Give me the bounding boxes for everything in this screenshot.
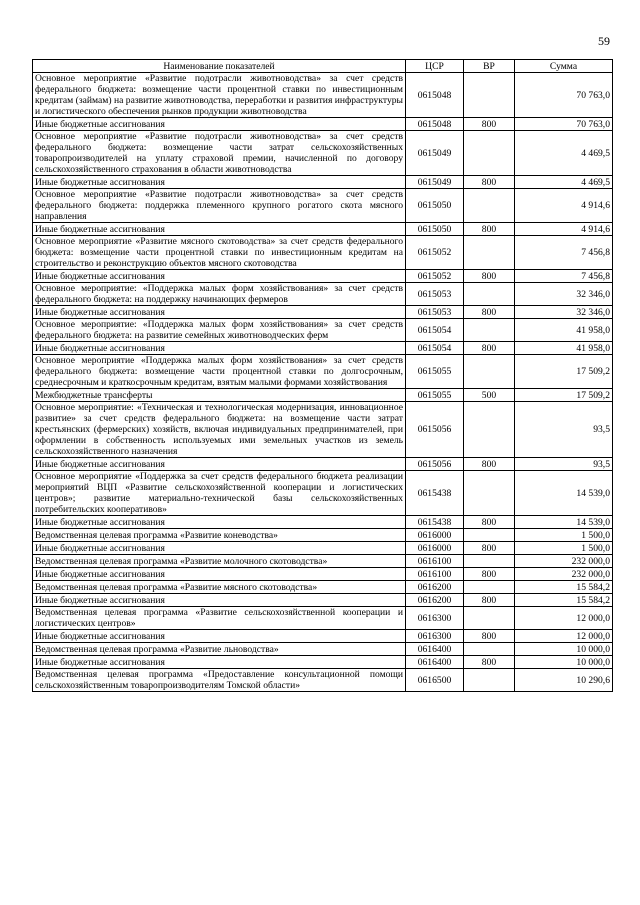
row-vr — [464, 471, 515, 516]
row-sum: 12 000,0 — [515, 607, 613, 630]
row-sum: 15 584,2 — [515, 581, 613, 594]
row-name: Иные бюджетные ассигнования — [33, 542, 406, 555]
header-vr: ВР — [464, 60, 515, 73]
row-csr: 0616100 — [406, 555, 464, 568]
row-csr: 0616300 — [406, 630, 464, 643]
table-row — [33, 176, 613, 189]
row-sum: 15 584,2 — [515, 594, 613, 607]
row-name: Иные бюджетные ассигнования — [33, 458, 406, 471]
row-name: Иные бюджетные ассигнования — [33, 594, 406, 607]
table-row — [33, 656, 613, 669]
row-csr: 0615048 — [406, 118, 464, 131]
row-name: Межбюджетные трансферты — [33, 389, 406, 402]
row-csr: 0616400 — [406, 643, 464, 656]
row-csr: 0615050 — [406, 189, 464, 223]
row-vr — [464, 581, 515, 594]
table-row — [33, 270, 613, 283]
table-row — [33, 643, 613, 656]
table-row — [33, 223, 613, 236]
table-row — [33, 319, 613, 342]
row-vr — [464, 189, 515, 223]
row-sum: 93,5 — [515, 402, 613, 458]
row-csr: 0616400 — [406, 656, 464, 669]
row-csr: 0616300 — [406, 607, 464, 630]
row-vr: 500 — [464, 389, 515, 402]
row-name: Основное мероприятие: «Поддержка малых форм хозяйствования» за счет средств федерального бюджета: на поддержку начинающих фермеров — [33, 283, 406, 306]
row-csr: 0615054 — [406, 342, 464, 355]
row-sum: 10 000,0 — [515, 643, 613, 656]
row-csr: 0615055 — [406, 389, 464, 402]
row-name: Ведомственная целевая программа «Развитие коневодства» — [33, 529, 406, 542]
row-sum: 10 000,0 — [515, 656, 613, 669]
row-sum: 232 000,0 — [515, 555, 613, 568]
row-csr: 0616500 — [406, 669, 464, 692]
row-vr: 800 — [464, 306, 515, 319]
row-vr — [464, 402, 515, 458]
row-sum: 14 539,0 — [515, 516, 613, 529]
row-csr: 0615054 — [406, 319, 464, 342]
row-name: Ведомственная целевая программа «Развитие молочного скотоводства» — [33, 555, 406, 568]
row-vr — [464, 355, 515, 389]
row-vr — [464, 607, 515, 630]
table-row — [33, 355, 613, 389]
row-name: Основное мероприятие «Развитие подотрасли животноводства» за счет средств федерального бюджета: возмещение части затрат сельскохозяйственных товаропроизводителей на уплату страховой премии, начисленной по договору сельскохозяйственного страхования в области животноводства — [33, 131, 406, 176]
row-vr: 800 — [464, 542, 515, 555]
row-csr: 0615438 — [406, 471, 464, 516]
row-vr: 800 — [464, 568, 515, 581]
table-row — [33, 189, 613, 223]
row-name: Основное мероприятие: «Техническая и технологическая модернизация, инновационное развитие» за счет средств федерального бюджета: на возмещение части затрат крестьянских (фермерских) хозяйств, включая индивидуальных предпринимателей, при оформлении в собственность используемых ими земельных участков из земель сельскохозяйственного назначения — [33, 402, 406, 458]
row-sum: 4 469,5 — [515, 176, 613, 189]
row-csr: 0615056 — [406, 458, 464, 471]
table-row — [33, 529, 613, 542]
table-row — [33, 594, 613, 607]
row-csr: 0616000 — [406, 542, 464, 555]
row-sum: 4 914,6 — [515, 189, 613, 223]
row-name: Основное мероприятие «Развитие мясного скотоводства» за счет средств федерального бюджета: возмещение части процентной ставки по инвестиционным кредитам на строительство и реконструкцию объектов мясного скотоводства — [33, 236, 406, 270]
row-vr — [464, 669, 515, 692]
row-vr: 800 — [464, 270, 515, 283]
row-sum: 17 509,2 — [515, 355, 613, 389]
row-csr: 0615049 — [406, 176, 464, 189]
row-sum: 32 346,0 — [515, 283, 613, 306]
row-name: Иные бюджетные ассигнования — [33, 630, 406, 643]
row-csr: 0615053 — [406, 306, 464, 319]
row-vr — [464, 643, 515, 656]
row-sum: 12 000,0 — [515, 630, 613, 643]
row-name: Иные бюджетные ассигнования — [33, 270, 406, 283]
table-row — [33, 73, 613, 118]
row-csr: 0616100 — [406, 568, 464, 581]
row-vr — [464, 529, 515, 542]
row-csr: 0615052 — [406, 270, 464, 283]
table-row — [33, 306, 613, 319]
row-sum: 4 469,5 — [515, 131, 613, 176]
table-row — [33, 516, 613, 529]
row-vr — [464, 283, 515, 306]
table-row — [33, 471, 613, 516]
row-csr: 0615050 — [406, 223, 464, 236]
row-csr: 0615053 — [406, 283, 464, 306]
row-name: Основное мероприятие «Развитие подотрасли животноводства» за счет средств федерального бюджета: возмещение части процентной ставки по инвестиционным кредитам (займам) на развитие животноводства, переработки и развития инфраструктуры и логистического обеспечения рынков продукции животноводства — [33, 73, 406, 118]
table-row — [33, 236, 613, 270]
table-row — [33, 389, 613, 402]
row-name: Иные бюджетные ассигнования — [33, 656, 406, 669]
table-header-row — [33, 60, 613, 73]
table-row — [33, 131, 613, 176]
row-vr — [464, 236, 515, 270]
row-vr: 800 — [464, 630, 515, 643]
row-name: Иные бюджетные ассигнования — [33, 568, 406, 581]
row-csr: 0615048 — [406, 73, 464, 118]
row-vr — [464, 319, 515, 342]
row-name: Иные бюджетные ассигнования — [33, 342, 406, 355]
row-sum: 232 000,0 — [515, 568, 613, 581]
table-row — [33, 669, 613, 692]
row-csr: 0616000 — [406, 529, 464, 542]
row-csr: 0616200 — [406, 581, 464, 594]
table-row — [33, 458, 613, 471]
row-vr: 800 — [464, 223, 515, 236]
row-sum: 1 500,0 — [515, 542, 613, 555]
row-vr: 800 — [464, 342, 515, 355]
table-row — [33, 342, 613, 355]
row-sum: 17 509,2 — [515, 389, 613, 402]
row-vr: 800 — [464, 594, 515, 607]
row-sum: 14 539,0 — [515, 471, 613, 516]
row-vr: 800 — [464, 176, 515, 189]
row-vr — [464, 555, 515, 568]
row-name: Основное мероприятие «Поддержка малых форм хозяйствования» за счет средств федерального бюджета: возмещение части процентной ставки по долгосрочным, среднесрочным и краткосрочным кредитам, взятым малыми формами хозяйствования — [33, 355, 406, 389]
row-csr: 0615056 — [406, 402, 464, 458]
page-number: 59 — [598, 34, 610, 48]
row-sum: 1 500,0 — [515, 529, 613, 542]
table-row — [33, 542, 613, 555]
table-row — [33, 568, 613, 581]
header-sum: Сумма — [515, 60, 613, 73]
row-name: Иные бюджетные ассигнования — [33, 516, 406, 529]
row-name: Иные бюджетные ассигнования — [33, 176, 406, 189]
row-vr: 800 — [464, 458, 515, 471]
row-name: Иные бюджетные ассигнования — [33, 223, 406, 236]
row-vr — [464, 131, 515, 176]
row-name: Ведомственная целевая программа «Развитие сельскохозяйственной кооперации и логистических центров» — [33, 607, 406, 630]
row-csr: 0616200 — [406, 594, 464, 607]
row-csr: 0615055 — [406, 355, 464, 389]
table-row — [33, 118, 613, 131]
row-sum: 93,5 — [515, 458, 613, 471]
table-row — [33, 630, 613, 643]
row-csr: 0615052 — [406, 236, 464, 270]
row-name: Иные бюджетные ассигнования — [33, 118, 406, 131]
row-sum: 7 456,8 — [515, 236, 613, 270]
header-name: Наименование показателей — [33, 60, 406, 73]
table-row — [33, 555, 613, 568]
row-sum: 10 290,6 — [515, 669, 613, 692]
row-name: Основное мероприятие «Поддержка за счет средств федерального бюджета реализации мероприятий ВЦП «Развитие сельскохозяйственной кооперации и логистических центров»; развитие материально-технической базы сельскохозяйственных потребительских кооперативов» — [33, 471, 406, 516]
row-name: Ведомственная целевая программа «Развитие мясного скотоводства» — [33, 581, 406, 594]
row-vr: 800 — [464, 656, 515, 669]
row-sum: 41 958,0 — [515, 342, 613, 355]
row-name: Основное мероприятие «Развитие подотрасли животноводства» за счет средств федерального бюджета: поддержка племенного крупного рогатого скота мясного направления — [33, 189, 406, 223]
row-csr: 0615438 — [406, 516, 464, 529]
row-sum: 70 763,0 — [515, 118, 613, 131]
table-row — [33, 581, 613, 594]
row-name: Ведомственная целевая программа «Развитие льноводства» — [33, 643, 406, 656]
row-csr: 0615049 — [406, 131, 464, 176]
row-sum: 7 456,8 — [515, 270, 613, 283]
row-sum: 32 346,0 — [515, 306, 613, 319]
table-row — [33, 607, 613, 630]
row-name: Иные бюджетные ассигнования — [33, 306, 406, 319]
row-vr: 800 — [464, 516, 515, 529]
table-row — [33, 283, 613, 306]
header-csr: ЦСР — [406, 60, 464, 73]
budget-table — [32, 59, 613, 692]
row-name: Ведомственная целевая программа «Предоставление консультационной помощи сельскохозяйственным товаропроизводителям Томской области» — [33, 669, 406, 692]
row-vr — [464, 73, 515, 118]
row-sum: 4 914,6 — [515, 223, 613, 236]
row-sum: 70 763,0 — [515, 73, 613, 118]
row-vr: 800 — [464, 118, 515, 131]
row-name: Основное мероприятие: «Поддержка малых форм хозяйствования» за счет средств федерального бюджета: на развитие семейных животноводческих ферм — [33, 319, 406, 342]
table-row — [33, 402, 613, 458]
row-sum: 41 958,0 — [515, 319, 613, 342]
